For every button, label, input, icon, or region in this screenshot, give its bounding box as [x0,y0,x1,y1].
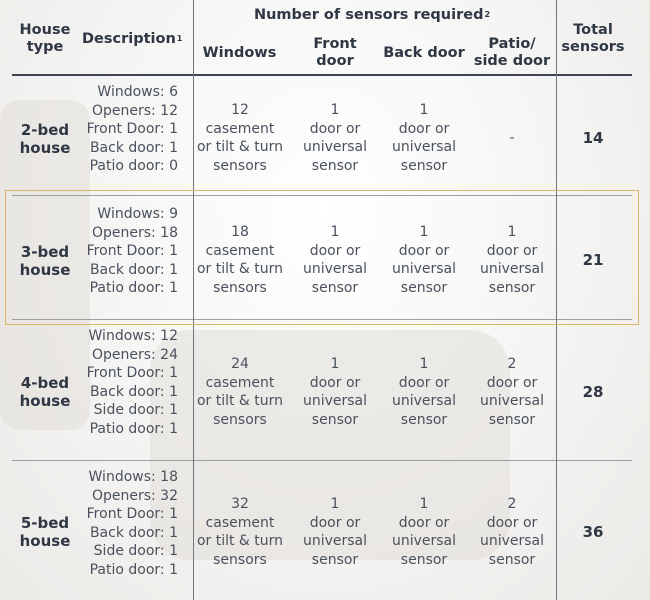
cell-line: 1 [330,224,340,240]
description-line: Side door: 1 [93,402,178,419]
cell-line: or tilt & turn [196,139,284,156]
cell-line: sensors [213,411,267,428]
cell-line: universal [479,393,545,410]
cell-line: sensors [213,157,267,174]
total-value: 28 [582,383,604,401]
cell-line: sensor [400,279,448,296]
house-type-line: house [19,261,71,279]
description-line: Patio door: 1 [89,420,178,437]
description-line: Windows: 12 [88,328,178,344]
cell-line: 32 [231,496,249,512]
cell-line: universal [302,533,368,550]
cell-line: universal [391,533,457,550]
header-house-type [10,22,80,56]
front-door-2-bed [290,101,380,175]
house-type-line: house [19,392,71,410]
cell-line: 24 [231,356,249,372]
header-front-door-line: Front [313,36,357,52]
house-type-3-bed [10,243,80,279]
patio-4-bed [468,355,556,429]
cell-line: sensor [400,551,448,568]
header-group-text: Number of sensors required [253,7,484,23]
total-value: 36 [582,523,604,541]
header-patio [468,36,556,70]
windows-3-bed [190,223,290,297]
cell-line: or tilt & turn [196,533,284,550]
cell-line: door or [309,120,361,137]
cell-line: door or [398,514,450,531]
house-type-line: house [19,532,71,550]
description-line: Patio door: 0 [89,158,178,175]
cell-line: 18 [231,224,249,240]
cell-line: sensor [488,279,536,296]
front-door-3-bed [290,223,380,297]
footnote-marker: 1 [176,34,183,43]
cell-line: universal [391,261,457,278]
description-line: Openers: 24 [91,346,178,363]
house-type-5-bed [10,514,80,550]
cell-line: 1 [330,356,340,372]
description-line: Windows: 18 [88,469,178,485]
patio-5-bed [468,495,556,569]
total-value: 21 [582,251,604,269]
cell-line: universal [391,393,457,410]
description-line: Back door: 1 [89,383,178,400]
cell-line: 1 [419,102,429,118]
description-line: Windows: 6 [97,84,178,100]
cell-line: door or [486,374,538,391]
header-patio-line: Patio/ [488,36,536,52]
cell-line: 2 [507,356,517,372]
patio-3-bed [468,223,556,297]
total-2-bed [556,129,630,147]
header-windows-text: Windows [202,45,277,61]
cell-line: 1 [419,224,429,240]
cell-line: door or [486,514,538,531]
cell-line: sensor [311,279,359,296]
description-line: Patio door: 1 [89,280,178,297]
header-back-door [378,45,470,62]
cell-line: 1 [419,356,429,372]
cell-line: universal [479,533,545,550]
cell-line: 1 [419,496,429,512]
house-type-line: 2-bed [20,121,70,139]
back-door-5-bed [378,495,470,569]
cell-line: door or [398,374,450,391]
house-type-4-bed [10,374,80,410]
cell-line: door or [398,242,450,259]
cell-line: door or [309,374,361,391]
description-3-bed [76,205,178,298]
cell-line: sensor [311,551,359,568]
description-line: Front Door: 1 [86,365,178,382]
header-patio-line: side door [473,53,551,69]
windows-2-bed [190,101,290,175]
description-line: Back door: 1 [89,524,178,541]
total-5-bed [556,523,630,541]
description-line: Side door: 1 [93,543,178,560]
header-windows [192,45,287,62]
cell-line: universal [479,261,545,278]
description-line: Front Door: 1 [86,121,178,138]
total-3-bed [556,251,630,269]
house-type-line: 5-bed [20,514,70,532]
cell-line: 1 [330,496,340,512]
header-total [556,22,630,56]
header-divider [12,74,632,76]
description-line: Back door: 1 [89,139,178,156]
header-description [82,31,182,48]
back-door-2-bed [378,101,470,175]
header-total-line: Total [573,22,613,38]
cell-line: 1 [330,102,340,118]
cell-line: sensors [213,551,267,568]
cell-line: casement [205,514,275,531]
description-line: Back door: 1 [89,261,178,278]
cell-line: casement [205,374,275,391]
description-2-bed [76,83,178,176]
cell-line: universal [391,139,457,156]
house-type-line: 4-bed [20,374,70,392]
description-line: Patio door: 1 [89,561,178,578]
description-line: Front Door: 1 [86,243,178,260]
cell-line: sensors [213,279,267,296]
description-line: Front Door: 1 [86,506,178,523]
header-total-line: sensors [561,39,625,55]
cell-line: universal [302,139,368,156]
cell-line: sensor [311,157,359,174]
cell-line: 1 [507,224,517,240]
cell-line: 12 [231,102,249,118]
cell-line: or tilt & turn [196,393,284,410]
header-group [192,7,552,24]
cell-line: casement [205,242,275,259]
cell-line: sensor [400,411,448,428]
description-line: Openers: 12 [91,102,178,119]
cell-line: or tilt & turn [196,261,284,278]
total-4-bed [556,383,630,401]
cell-line: door or [309,242,361,259]
cell-line: sensor [400,157,448,174]
windows-5-bed [190,495,290,569]
back-door-3-bed [378,223,470,297]
cell-line: universal [302,393,368,410]
cell-line: sensor [311,411,359,428]
header-front-door-line: door [316,53,354,69]
cell-line: door or [309,514,361,531]
cell-line: sensor [488,551,536,568]
cell-line: door or [398,120,450,137]
header-house-type-line: type [26,39,64,55]
header-house-type-line: House [19,22,71,38]
footnote-marker: 2 [484,10,491,19]
house-type-line: house [19,139,71,157]
header-back-door-text: Back door [383,45,465,61]
row-divider [12,460,632,461]
house-type-2-bed [10,121,80,157]
cell-line: door or [486,242,538,259]
description-line: Openers: 18 [91,224,178,241]
description-line: Windows: 9 [97,206,178,222]
windows-4-bed [190,355,290,429]
patio-2-bed [468,129,556,148]
cell-line: universal [302,261,368,278]
house-type-line: 3-bed [20,243,70,261]
cell-line: - [509,130,515,146]
front-door-5-bed [290,495,380,569]
front-door-4-bed [290,355,380,429]
header-front-door [290,36,380,70]
description-5-bed [76,468,178,580]
description-4-bed [76,327,178,439]
header-description-text: Description [82,31,176,47]
description-line: Openers: 32 [91,487,178,504]
cell-line: sensor [488,411,536,428]
back-door-4-bed [378,355,470,429]
cell-line: 2 [507,496,517,512]
cell-line: casement [205,120,275,137]
total-value: 14 [582,129,604,147]
